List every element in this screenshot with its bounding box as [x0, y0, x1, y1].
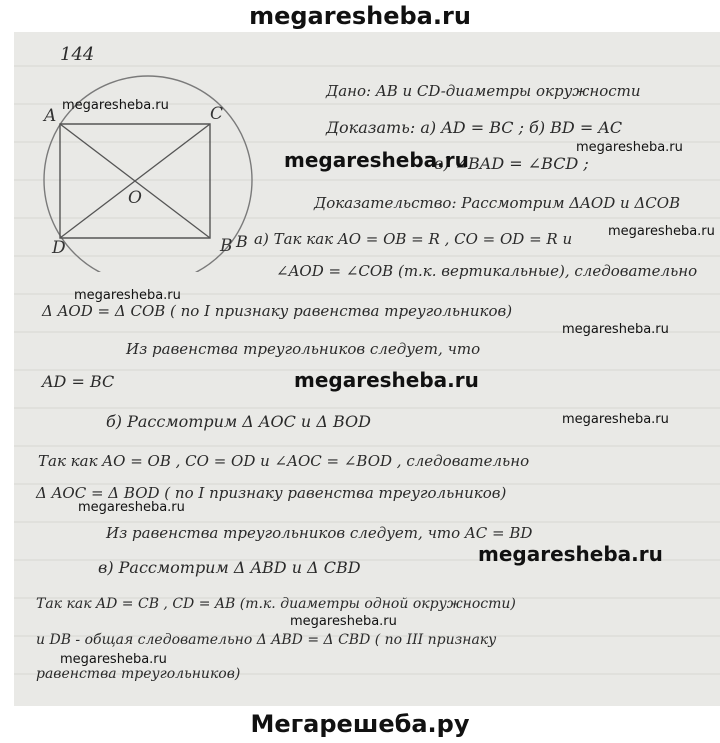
- watermark-large: megaresheba.ru: [478, 542, 663, 566]
- site-footer: [0, 706, 720, 743]
- watermark-large: megaresheba.ru: [284, 148, 469, 172]
- part-b-line-3: Δ AOC = Δ BOD ( по I признаку равенства треугольников): [36, 484, 507, 502]
- site-header: [0, 0, 720, 32]
- part-a-line-5: AD = BC: [42, 372, 115, 391]
- watermark: megaresheba.ru: [562, 412, 669, 427]
- watermark: megaresheba.ru: [290, 614, 397, 629]
- part-a-line-3: Δ AOD = Δ COB ( по I признаку равенства треугольников): [42, 302, 513, 320]
- given-line: Дано: AB и CD-диаметры окружности: [326, 82, 641, 100]
- point-a-label: A: [44, 106, 57, 126]
- part-b-line-2: Так как AO = OB , CO = OD и ∠AOC = ∠BOD , следовательно: [38, 452, 530, 470]
- circle-figure: [14, 32, 274, 272]
- part-c-line-2: Так как AD = CB , CD = AB (т.к. диаметры одной окружности): [36, 596, 516, 612]
- notebook-page: [14, 32, 720, 706]
- part-b-line-1: б) Рассмотрим Δ AOC и Δ BOD: [106, 412, 371, 431]
- watermark: megaresheba.ru: [74, 288, 181, 303]
- watermark: megaresheba.ru: [562, 322, 669, 337]
- part-c-line-1: в) Рассмотрим Δ ABD и Δ CBD: [98, 558, 361, 577]
- site-footer-text: Мегарешеба.ру: [250, 710, 470, 738]
- proof-intro: Доказательство: Рассмотрим ΔAOD и ΔCOB: [314, 194, 681, 212]
- watermark: megaresheba.ru: [78, 500, 185, 515]
- watermark: megaresheba.ru: [608, 224, 715, 239]
- prove-line-c: в) ∠BAD = ∠BCD ;: [434, 154, 589, 173]
- prove-line: Доказать: а) AD = BC ; б) BD = AC: [326, 118, 623, 137]
- watermark: megaresheba.ru: [576, 140, 683, 155]
- point-o-label: O: [128, 188, 142, 208]
- part-c-line-3: и DB - общая следовательно Δ ABD = Δ CBD ( по III признаку: [36, 632, 497, 648]
- part-b-line-4: Из равенства треугольников следует, что AC = BD: [106, 524, 533, 542]
- point-b-label: B: [220, 236, 233, 256]
- problem-number: 144: [60, 44, 95, 65]
- point-d-label: D: [52, 238, 66, 258]
- point-c-label: C: [210, 104, 224, 124]
- watermark-large: megaresheba.ru: [294, 368, 479, 392]
- part-a-marker: B: [236, 232, 248, 251]
- part-a-line-2: ∠AOD = ∠COB (т.к. вертикальные), следовательно: [276, 262, 698, 280]
- part-a-line-4: Из равенства треугольников следует, что: [126, 340, 481, 358]
- watermark: megaresheba.ru: [62, 98, 169, 113]
- site-header-text: megaresheba.ru: [249, 2, 471, 30]
- part-a-line-1: а) Так как AO = OB = R , CO = OD = R и: [254, 230, 573, 248]
- part-c-line-4: равенства треугольников): [36, 666, 241, 682]
- watermark: megaresheba.ru: [60, 652, 167, 667]
